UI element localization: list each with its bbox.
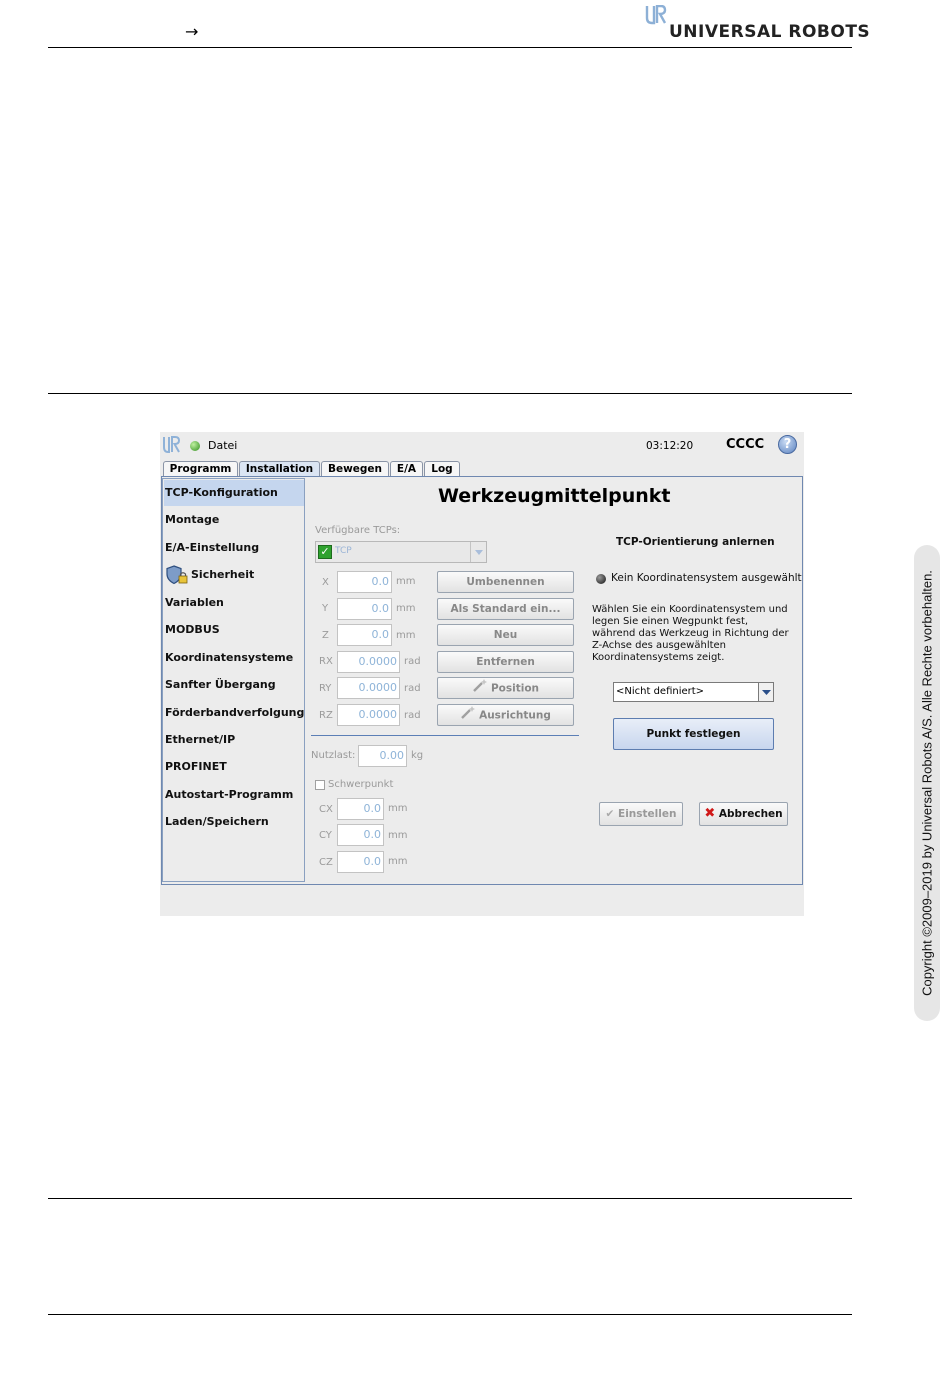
polyscope-window	[160, 432, 804, 916]
desc-line: legen Sie einen Wegpunkt fest,	[592, 616, 749, 627]
status-dot-icon	[596, 574, 606, 584]
orientation-heading: TCP-Orientierung anlernen	[616, 536, 775, 548]
cancel-label: Abbrechen	[718, 808, 783, 820]
sidebar-item-koordinatensysteme[interactable]: Koordinatensysteme	[165, 651, 294, 664]
rename-button[interactable]: Umbenennen	[437, 571, 574, 593]
z-field[interactable]: 0.0	[337, 624, 392, 646]
y-label: Y	[322, 603, 329, 614]
remove-tcp-button[interactable]: Entfernen	[437, 651, 574, 673]
sidebar-item-ethernetip[interactable]: Ethernet/IP	[165, 733, 236, 746]
tab-log[interactable]: Log	[424, 461, 460, 476]
section-rule-1	[48, 393, 852, 394]
cz-field[interactable]: 0.0	[337, 851, 384, 873]
tcp-select[interactable]	[315, 541, 487, 563]
cog-label: Schwerpunkt	[328, 779, 394, 790]
ry-field[interactable]: 0.0000	[337, 677, 400, 699]
cy-field[interactable]: 0.0	[337, 824, 384, 846]
payload-unit: kg	[411, 750, 424, 761]
new-tcp-button[interactable]: Neu	[437, 624, 574, 646]
rz-label: RZ	[319, 710, 333, 721]
brand-logo-icon	[645, 5, 667, 25]
desc-line: Koordinatensystems zeigt.	[592, 652, 725, 663]
feature-dropdown[interactable]	[613, 682, 774, 702]
sidebar-item-autostart[interactable]: Autostart-Programm	[165, 788, 294, 801]
robot-name: CCCC	[726, 437, 765, 452]
y-unit: mm	[396, 603, 416, 614]
cog-checkbox[interactable]	[315, 780, 325, 790]
sidebar-item-ea[interactable]: E/A-Einstellung	[165, 541, 260, 554]
sidebar-item-sicherheit[interactable]	[164, 562, 304, 588]
tab-installation[interactable]: Installation	[239, 461, 320, 476]
payload-label: Nutzlast:	[311, 750, 356, 761]
sidebar-item-montage[interactable]: Montage	[165, 513, 220, 526]
rx-label: RX	[319, 656, 333, 667]
cy-unit: mm	[388, 830, 408, 841]
tab-bewegen[interactable]: Bewegen	[321, 461, 389, 476]
orientation-status: Kein Koordinatensystem ausgewählt	[611, 572, 802, 584]
sidebar-item-laden-speichern[interactable]: Laden/Speichern	[165, 815, 269, 828]
tab-programm[interactable]: Programm	[163, 461, 238, 476]
copyright-text: Copyright ©2009–2019 by Universal Robots A/S. Alle Rechte vorbehalten.	[919, 570, 935, 996]
sidebar-item-variablen[interactable]: Variablen	[165, 596, 224, 609]
apply-button[interactable]	[599, 802, 683, 826]
rz-field[interactable]: 0.0000	[337, 704, 400, 726]
set-point-button[interactable]: Punkt festlegen	[613, 718, 774, 750]
wand-icon	[472, 678, 488, 699]
x-field[interactable]: 0.0	[337, 571, 392, 593]
rx-unit: rad	[404, 656, 421, 667]
x-label: X	[322, 577, 329, 588]
z-label: Z	[322, 630, 329, 641]
teach-orientation-label: Ausrichtung	[479, 709, 551, 722]
cancel-button[interactable]	[699, 802, 788, 826]
help-icon[interactable]: ?	[778, 435, 797, 454]
clock: 03:12:20	[646, 440, 694, 452]
file-menu[interactable]: Datei	[208, 439, 238, 452]
available-tcps-label: Verfügbare TCPs:	[315, 525, 401, 536]
cy-label: CY	[319, 830, 332, 841]
ry-unit: rad	[404, 683, 421, 694]
arrow-glyph: →	[185, 22, 199, 41]
cx-unit: mm	[388, 803, 408, 814]
section-divider	[311, 735, 579, 736]
set-default-button[interactable]: Als Standard ein...	[437, 598, 574, 620]
close-icon: ✖	[704, 806, 716, 821]
shield-lock-icon	[165, 565, 189, 585]
status-led-icon	[190, 441, 200, 451]
brand-name: UNIVERSAL ROBOTS	[669, 22, 871, 42]
cz-unit: mm	[388, 856, 408, 867]
chevron-down-icon	[470, 542, 486, 562]
apply-label: Einstellen	[618, 808, 677, 820]
orientation-description	[592, 604, 789, 664]
cx-label: CX	[319, 804, 333, 815]
desc-line: Z-Achse des ausgewählten	[592, 640, 727, 651]
main-tabs	[160, 460, 804, 476]
sidebar-item-sanfter-uebergang[interactable]: Sanfter Übergang	[165, 678, 276, 691]
desc-line: während das Werkzeug in Richtung der	[592, 628, 789, 639]
x-unit: mm	[396, 576, 416, 587]
payload-field[interactable]: 0.00	[358, 745, 407, 767]
cx-field[interactable]: 0.0	[337, 798, 384, 820]
sidebar-item-profinet[interactable]: PROFINET	[165, 760, 227, 773]
feature-dropdown-value: <Nicht definiert>	[616, 686, 705, 697]
ry-label: RY	[319, 683, 332, 694]
y-field[interactable]: 0.0	[337, 598, 392, 620]
header-rule	[48, 47, 852, 48]
ur-logo-icon	[162, 436, 180, 454]
teach-position-label: Position	[490, 682, 540, 695]
installation-sidebar	[162, 478, 305, 882]
teach-position-button[interactable]	[437, 677, 574, 699]
sidebar-item-foerderband[interactable]: Förderbandverfolgung	[165, 706, 305, 719]
tcp-select-value: TCP	[335, 546, 352, 556]
chevron-down-icon	[758, 683, 773, 701]
section-rule-2	[48, 1198, 852, 1199]
page-title: Werkzeugmittelpunkt	[438, 485, 671, 507]
tab-ea[interactable]: E/A	[390, 461, 423, 476]
check-icon: ✔	[605, 808, 615, 820]
rz-unit: rad	[404, 710, 421, 721]
sidebar-item-label: Sicherheit	[191, 568, 255, 581]
checkmark-icon: ✓	[318, 545, 332, 559]
z-unit: mm	[396, 630, 416, 641]
sidebar-item-modbus[interactable]: MODBUS	[165, 623, 220, 636]
teach-orientation-button[interactable]	[437, 704, 574, 726]
rx-field[interactable]: 0.0000	[337, 651, 400, 673]
desc-line: Wählen Sie ein Koordinatensystem und	[592, 604, 788, 615]
sidebar-item-tcp[interactable]: TCP-Konfiguration	[164, 480, 304, 506]
top-bar	[160, 432, 804, 460]
cz-label: CZ	[319, 857, 333, 868]
section-rule-3	[48, 1314, 852, 1315]
wand-icon	[460, 705, 476, 726]
